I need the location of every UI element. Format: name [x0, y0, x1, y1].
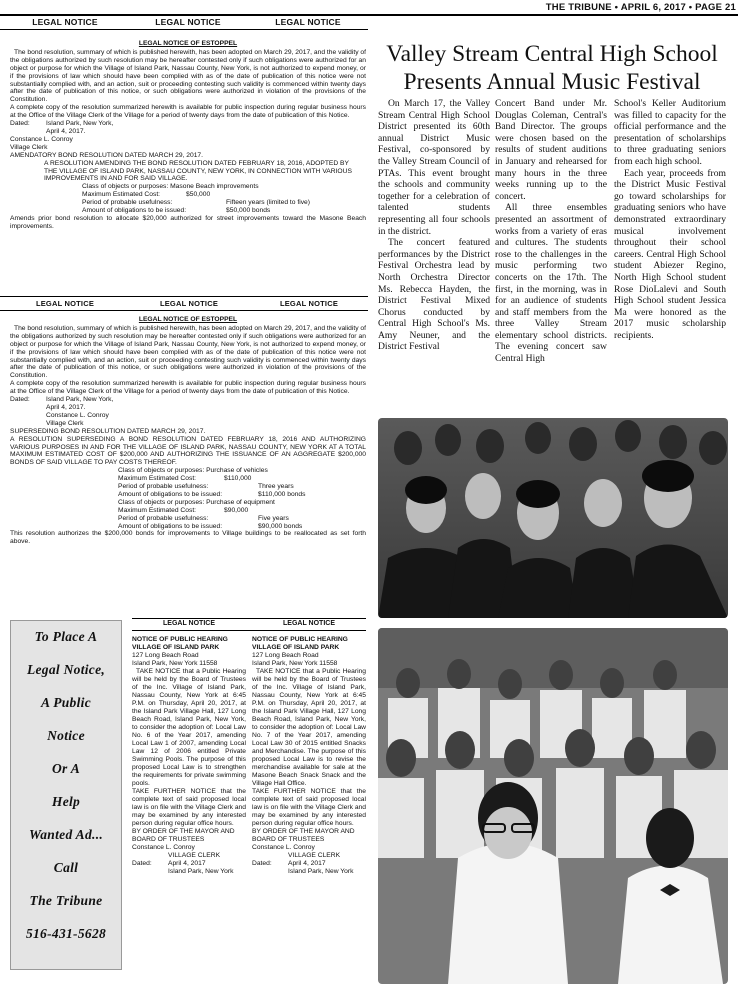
article-column-3 — [614, 98, 726, 341]
masthead: THE TRIBUNE • APRIL 6, 2017 • PAGE 21 — [545, 2, 736, 13]
hearing-further: TAKE FURTHER NOTICE that the complete text of said proposed local law is on file with the Village Clerk and may be examined by any interested person during regular office hours. — [252, 788, 366, 827]
a-amount-row: Amount of obligations to be issued: $110,000 bonds — [118, 490, 306, 498]
hearing-address: 127 Long Beach Road — [132, 652, 199, 659]
resolution-text: A RESOLUTION SUPERSEDING A BOND RESOLUTION DATED FEBRUARY 18, 2016 AND AUTHORIZING VARIOUS PURPOSES IN AND FOR THE VILLAGE OF ISLAND PARK, NASSAU COUNTY, NEW YORK AT A TOTAL MAXIMUM ESTIMATED COST OF $200,000 AND AUTHORIZING THE ISSUANCE OF AN AGGREGATE $200,000 BONDS OF SAID VILLAGE TO PAY COSTS THEREOF. — [10, 435, 366, 467]
notice-paragraph: A complete copy of the resolution summarized herewith is available for public inspection during regular business hours at the Office of the Village Clerk of the Village for a period of twenty days from the date of publication of this Notice. — [10, 380, 366, 396]
article-paragraph: On March 17, the Valley Stream Central High School District presented its 60th annual District Music Festival, co-sponsored by the Valley Stream Council of PTAs. This event brought the schools and community together for a celebration of talented students representing all four schools in the district. — [378, 98, 490, 237]
legal-header-2-rule-top — [0, 296, 368, 297]
resolution-heading: AMENDATORY BOND RESOLUTION DATED MARCH 29, 2017. — [10, 151, 203, 159]
legal-header-2-b: LEGAL NOTICE — [159, 299, 219, 308]
legal-header-1-c: LEGAL NOTICE — [275, 17, 341, 27]
hearing-2-header: LEGAL NOTICE — [283, 620, 335, 627]
a-cost-row: Maximum Estimated Cost: $110,000 — [118, 475, 252, 483]
hearing-body: TAKE NOTICE that a Public Hearing will be held by the Board of Trustees of the Inc. Village of Island Park, Nassau County, New York at 6:45 P.M. on Thursday, April 20, 2017, at the Island Park Village Hall, 127 Long Beach Road, Island Park, New York, to consider the adoption of: Local Law No. 6 of the Year 2017, amending Local Law 1 of 2007, amending Local Law 12 of 2006 entitled Private Swimming Pools. The purpose of this proposed Local Law is to strengthen the requirements for private swimming pools. — [132, 668, 246, 787]
max-cost-row: Maximum Estimated Cost: $50,000 — [82, 191, 211, 199]
class-line: Class of objects or purposes: Purchase of vehicles — [118, 467, 268, 475]
notice-paragraph: The bond resolution, summary of which is published herewith, has been adopted on March 29, 2017, and the validity of the obligations authorized by such resolution may be hereafter contested only if such obligations were authorized for an object or purpose for which the Village of Island Park, Nassau County, New York, is not authorized to expend money, or if the provisions of law which should have been complied with as of the date of publication of this notice were not substantially complied with, and an action, suit or proceeding contesting such validity is commenced within twenty days after the date of publication of this notice, or such obligations were authorized in violation of the provisions of the Constitution. — [10, 324, 366, 380]
article-column-1 — [378, 98, 490, 353]
article-paragraph: Each year, proceeds from the District Music Festival go toward scholarships for graduating seniors who have demonstrated extraordinary musical involvement throughout their school careers. Central High School student Abiezer Regino, North High School student Rose DioLalevi and South High School student Jessica Ma were honored as the 2017 music scholarship recipients. — [614, 167, 726, 341]
estoppel-notice-1 — [10, 40, 366, 231]
signer: Constance L. Conroy — [46, 411, 109, 419]
article-paragraph: School's Keller Auditorium was filled to capacity for the official performance and the presentation of scholarships to three graduating seniors from each high school. — [614, 98, 726, 167]
legal-header-rule-bottom — [0, 29, 368, 30]
hearing-body: TAKE NOTICE that a Public Hearing will be held by the Board of Trustees of the Inc. Village of Island Park, Nassau County, New York at 6:45 P.M. on Thursday, April 20, 2017, at the Island Park Village Hall, 127 Long Beach Road, Island Park, New York, to consider the adoption of: Local Law No. 7 of the Year 2017, amending Local Law 30 of 2015 entitled Snacks and Merchandise. The purpose of this proposed Local Law is to revise the merchandise available for sale at the Masone Beach Snack Snack and the Village Hall Office. — [252, 668, 366, 787]
class-line: Class of objects or purposes: Masone Beach improvements — [82, 183, 259, 191]
notice-title: LEGAL NOTICE OF ESTOPPEL — [138, 40, 238, 47]
hearing-signer-title: VILLAGE CLERK — [168, 852, 221, 859]
promo-line: Help — [51, 794, 81, 809]
promo-line: To Place A — [34, 629, 98, 644]
hearing-signer-title: VILLAGE CLERK — [288, 852, 341, 859]
b-amount-row: Amount of obligations to be issued: $90,000 bonds — [118, 522, 303, 530]
legal-header-rule-top — [0, 15, 368, 16]
article-paragraph: Concert Band under Mr. Douglas Coleman, Central's Band Director. The groups were chosen based on the results of student auditions in January and rehearsed for many hours in the three weeks running up to the concert. — [495, 98, 607, 202]
notice-closing: This resolution authorizes the $200,000 bonds for improvements to Village buildings to be reallocated as set forth above. — [10, 530, 366, 546]
hearing-signer: Constance L. Conroy — [252, 844, 315, 851]
legal-header-1-b: LEGAL NOTICE — [155, 17, 221, 27]
hearing-dated: Dated: April 4, 2017 — [252, 860, 326, 867]
hearing-order: BY ORDER OF THE MAYOR AND BOARD OF TRUSTEES — [132, 828, 235, 843]
hearing-dated-place: Island Park, New York — [288, 868, 354, 875]
hearing-address: Island Park, New York 11558 — [252, 660, 338, 667]
legal-header-2-a: LEGAL NOTICE — [35, 299, 95, 308]
article-paragraph: The concert featured performances by the District Festival Orchestra lead by North Orchestra Director Ms. Rebecca Hayden, the District Festival Mixed Chorus conducted by Central High School's Ms. Amy Neuner, and the District Festival — [378, 237, 490, 353]
hearing-signer: Constance L. Conroy — [132, 844, 195, 851]
hearing-title: NOTICE OF PUBLIC HEARING VILLAGE OF ISLAND PARK — [252, 636, 348, 651]
class-line: Class of objects or purposes: Purchase of equipment — [118, 498, 275, 506]
headline-line-2: Presents Annual Music Festival — [403, 69, 701, 95]
promo-phone: 516-431-5628 — [25, 926, 107, 941]
b-cost-row: Maximum Estimated Cost: $90,000 — [118, 506, 249, 514]
hearing-header-rule-top — [132, 618, 366, 619]
article-column-2 — [495, 98, 607, 365]
hearing-1-header: LEGAL NOTICE — [163, 620, 215, 627]
hearing-order: BY ORDER OF THE MAYOR AND BOARD OF TRUSTEES — [252, 828, 355, 843]
signer-title: Village Clerk — [46, 419, 84, 427]
dated-row: Dated: Island Park, New York, — [10, 396, 114, 404]
article-paragraph: All three ensembles presented an assortment of works from a variety of eras and cultures. The students rose to the challenges in the music performing two concerts on the 17th. The first, in the morning, was in for an audience of students and staff members from the three Valley Stream elementary school districts. The evening concert saw Central High — [495, 202, 607, 365]
signer: Constance L. Conroy — [10, 135, 73, 143]
hearing-address: 127 Long Beach Road — [252, 652, 319, 659]
signer-title: Village Clerk — [10, 143, 48, 151]
resolution-text: A RESOLUTION AMENDING THE BOND RESOLUTION DATED FEBRUARY 18, 2016, ADOPTED BY THE VILLAGE OF ISLAND PARK, NASSAU COUNTY, NEW YORK, IN CONNECTION WITH VARIOUS IMPROVEMENTS IN AND FOR SAID VILLAGE. — [44, 159, 352, 183]
hearing-further: TAKE FURTHER NOTICE that the complete text of said proposed local law is on file with the Village Clerk and may be examined by any interested person during regular office hours. — [132, 788, 246, 827]
legal-header-2-c: LEGAL NOTICE — [279, 299, 339, 308]
dated-row: Dated: Island Park, New York, — [10, 120, 114, 128]
chorus-photo-image — [378, 418, 728, 618]
article-headline — [376, 40, 728, 96]
promo-line: Wanted Ad... — [28, 827, 104, 842]
dated-date: April 4, 2017. — [46, 127, 86, 135]
choir-photo — [378, 628, 728, 984]
b-period-row: Period of probable usefulness: Five years — [118, 514, 289, 522]
promo-line: Legal Notice, — [26, 662, 106, 677]
notice-paragraph: A complete copy of the resolution summarized herewith is available for public inspection during regular business hours at the Office of the Village Clerk of the Village for a period of twenty days from the date of publication of this Notice. — [10, 104, 366, 120]
amount-row: Amount of obligations to be issued: $50,000 bonds — [82, 207, 271, 215]
a-period-row: Period of probable usefulness: Three years — [118, 483, 294, 491]
dated-date: April 4, 2017. — [46, 403, 86, 411]
chorus-photo — [378, 418, 728, 618]
hearing-address: Island Park, New York 11558 — [132, 660, 218, 667]
legal-header-1-a: LEGAL NOTICE — [32, 17, 98, 27]
notice-paragraph: The bond resolution, summary of which is published herewith, has been adopted on March 29, 2017, and the validity of the obligations authorized by such resolution may be hereafter contested only if such obligations were authorized for an object or purpose for which the Village of Island Park, Nassau County, New York, is not authorized to expend money, or if the provisions of law which should have been complied with as of the date of publication of this notice were not substantially complied with, and an action, suit or proceeding contesting such validity is commenced within twenty days after the date of publication of this notice, or such obligations were authorized in violation of the provisions of the Constitution. — [10, 48, 366, 104]
notice-title: LEGAL NOTICE OF ESTOPPEL — [138, 316, 238, 323]
estoppel-notice-2 — [10, 316, 366, 546]
hearing-title: NOTICE OF PUBLIC HEARING VILLAGE OF ISLAND PARK — [132, 636, 228, 651]
promo-line: The Tribune — [29, 893, 103, 908]
hearing-dated: Dated: April 4, 2017 — [132, 860, 206, 867]
period-row: Period of probable usefulness: Fifteen years (limited to five) — [82, 199, 310, 207]
legal-header-2-rule-bottom — [0, 310, 368, 311]
public-hearing-notice-1 — [132, 636, 246, 876]
headline-line-1: Valley Stream Central High School — [386, 41, 718, 67]
choir-photo-image — [378, 628, 728, 984]
resolution-heading: SUPERSEDING BOND RESOLUTION DATED MARCH 29, 2017. — [10, 427, 206, 435]
place-ad-promo — [10, 620, 122, 970]
promo-line: Call — [53, 860, 79, 875]
public-hearing-notice-2 — [252, 636, 366, 876]
hearing-dated-place: Island Park, New York — [168, 868, 234, 875]
promo-line: Or A — [51, 761, 81, 776]
hearing-header-rule-bottom — [132, 630, 366, 631]
promo-line: Notice — [47, 728, 85, 743]
notice-closing: Amends prior bond resolution to allocate $20,000 authorized for street improvements toward the Masone Beach improvements. — [10, 214, 366, 230]
promo-line: A Public — [40, 695, 92, 710]
